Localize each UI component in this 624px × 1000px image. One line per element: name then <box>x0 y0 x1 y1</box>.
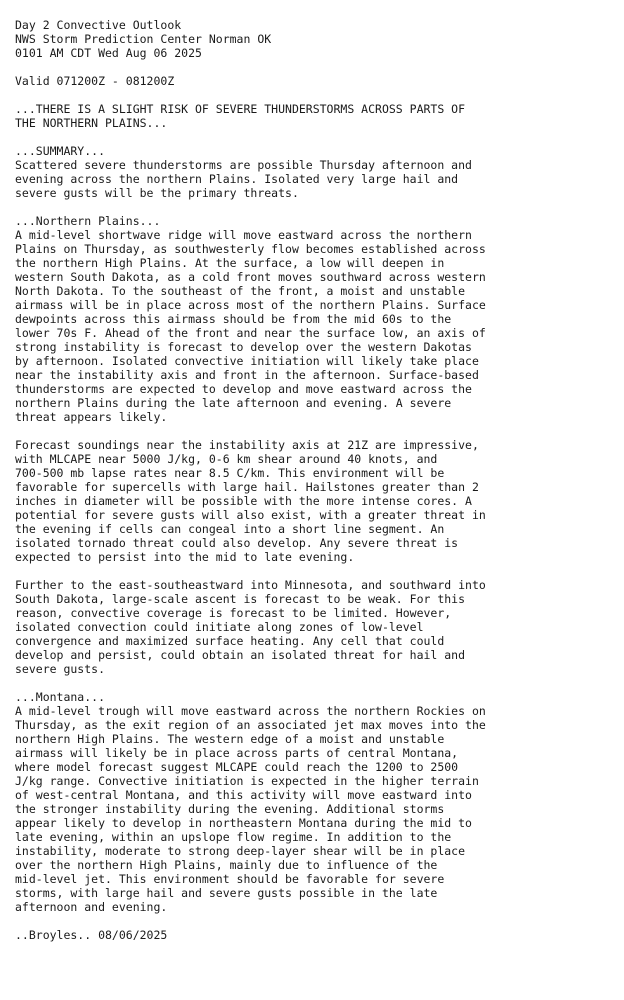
risk-line: ...THERE IS A SLIGHT RISK OF SEVERE THUNDERSTORMS ACROSS PARTS OF <box>15 102 466 116</box>
text-line: threat appears likely. <box>15 410 168 424</box>
text-line: near the instability axis and front in the afternoon. Surface-based <box>15 368 479 382</box>
text-line: the northern High Plains. At the surface, a low will deepen in <box>15 256 445 270</box>
issue-time: 0101 AM CDT Wed Aug 06 2025 <box>15 46 202 60</box>
risk-line: THE NORTHERN PLAINS... <box>15 116 168 130</box>
text-line: afternoon and evening. <box>15 900 168 914</box>
text-line: where model forecast suggest MLCAPE could reach the 1200 to 2500 <box>15 760 459 774</box>
text-line: inches in diameter will be possible with the more intense cores. A <box>15 494 472 508</box>
text-line: Plains on Thursday, as southwesterly flow becomes established across <box>15 242 486 256</box>
montana-heading: ...Montana... <box>15 690 106 704</box>
text-line: over the northern High Plains, mainly due to influence of the <box>15 858 438 872</box>
summary-line: severe gusts will be the primary threats. <box>15 186 299 200</box>
text-line: western South Dakota, as a cold front moves southward across western <box>15 270 486 284</box>
text-line: appear likely to develop in northeastern Montana during the mid to <box>15 816 472 830</box>
text-line: lower 70s F. Ahead of the front and near the surface low, an axis of <box>15 326 486 340</box>
text-line: thunderstorms are expected to develop and move eastward across the <box>15 382 472 396</box>
text-line: develop and persist, could obtain an isolated threat for hail and <box>15 648 466 662</box>
text-line: A mid-level trough will move eastward across the northern Rockies on <box>15 704 486 718</box>
text-line: the stronger instability during the evening. Additional storms <box>15 802 445 816</box>
header-block <box>15 18 615 60</box>
issuing-office: NWS Storm Prediction Center Norman OK <box>15 32 272 46</box>
text-line: northern Plains during the late afternoon and evening. A severe <box>15 396 452 410</box>
text-line: isolated convection could initiate along zones of low-level <box>15 620 424 634</box>
northern-plains-heading: ...Northern Plains... <box>15 214 161 228</box>
text-line: 700-500 mb lapse rates near 8.5 C/km. This environment will be <box>15 466 445 480</box>
text-line: late evening, within an upslope flow regime. In addition to the <box>15 830 452 844</box>
text-line: expected to persist into the mid to late evening. <box>15 550 355 564</box>
text-line: northern High Plains. The western edge of a moist and unstable <box>15 732 445 746</box>
risk-statement <box>15 102 615 130</box>
text-line: Further to the east-southeastward into Minnesota, and southward into <box>15 578 486 592</box>
text-line: instability, moderate to strong deep-layer shear will be in place <box>15 844 466 858</box>
text-line: dewpoints across this airmass should be from the mid 60s to the <box>15 312 452 326</box>
text-line: isolated tornado threat could also develop. Any severe threat is <box>15 536 459 550</box>
text-line: favorable for supercells with large hail. Hailstones greater than 2 <box>15 480 479 494</box>
signature-block <box>15 928 615 942</box>
outlook-document <box>15 18 615 956</box>
forecaster-signature: ..Broyles.. 08/06/2025 <box>15 928 168 942</box>
text-line: of west-central Montana, and this activity will move eastward into <box>15 788 472 802</box>
text-line: with MLCAPE near 5000 J/kg, 0-6 km shear around 40 knots, and <box>15 452 438 466</box>
text-line: storms, with large hail and severe gusts possible in the late <box>15 886 438 900</box>
valid-block <box>15 74 615 88</box>
text-line: severe gusts. <box>15 662 106 676</box>
text-line: North Dakota. To the southeast of the front, a moist and unstable <box>15 284 466 298</box>
text-line: by afternoon. Isolated convective initiation will likely take place <box>15 354 479 368</box>
text-line: South Dakota, large-scale ascent is forecast to be weak. For this <box>15 592 466 606</box>
text-line: A mid-level shortwave ridge will move eastward across the northern <box>15 228 472 242</box>
text-line: convergence and maximized surface heating. Any cell that could <box>15 634 445 648</box>
northern-plains-paragraph-3 <box>15 578 615 676</box>
summary-section <box>15 144 615 200</box>
text-line: potential for severe gusts will also exist, with a greater threat in <box>15 508 486 522</box>
summary-line: evening across the northern Plains. Isolated very large hail and <box>15 172 459 186</box>
text-line: airmass will likely be in place across parts of central Montana, <box>15 746 459 760</box>
text-line: mid-level jet. This environment should be favorable for severe <box>15 872 445 886</box>
valid-period: Valid 071200Z - 081200Z <box>15 74 175 88</box>
outlook-title: Day 2 Convective Outlook <box>15 18 182 32</box>
northern-plains-paragraph-1 <box>15 214 615 424</box>
text-line: strong instability is forecast to develop over the western Dakotas <box>15 340 472 354</box>
text-line: Thursday, as the exit region of an associated jet max moves into the <box>15 718 486 732</box>
northern-plains-paragraph-2 <box>15 438 615 564</box>
text-line: airmass will be in place across most of the northern Plains. Surface <box>15 298 486 312</box>
text-line: Forecast soundings near the instability axis at 21Z are impressive, <box>15 438 479 452</box>
summary-line: Scattered severe thunderstorms are possible Thursday afternoon and <box>15 158 472 172</box>
text-line: J/kg range. Convective initiation is expected in the higher terrain <box>15 774 479 788</box>
text-line: the evening if cells can congeal into a short line segment. An <box>15 522 445 536</box>
summary-heading: ...SUMMARY... <box>15 144 106 158</box>
montana-section <box>15 690 615 914</box>
text-line: reason, convective coverage is forecast to be limited. However, <box>15 606 452 620</box>
